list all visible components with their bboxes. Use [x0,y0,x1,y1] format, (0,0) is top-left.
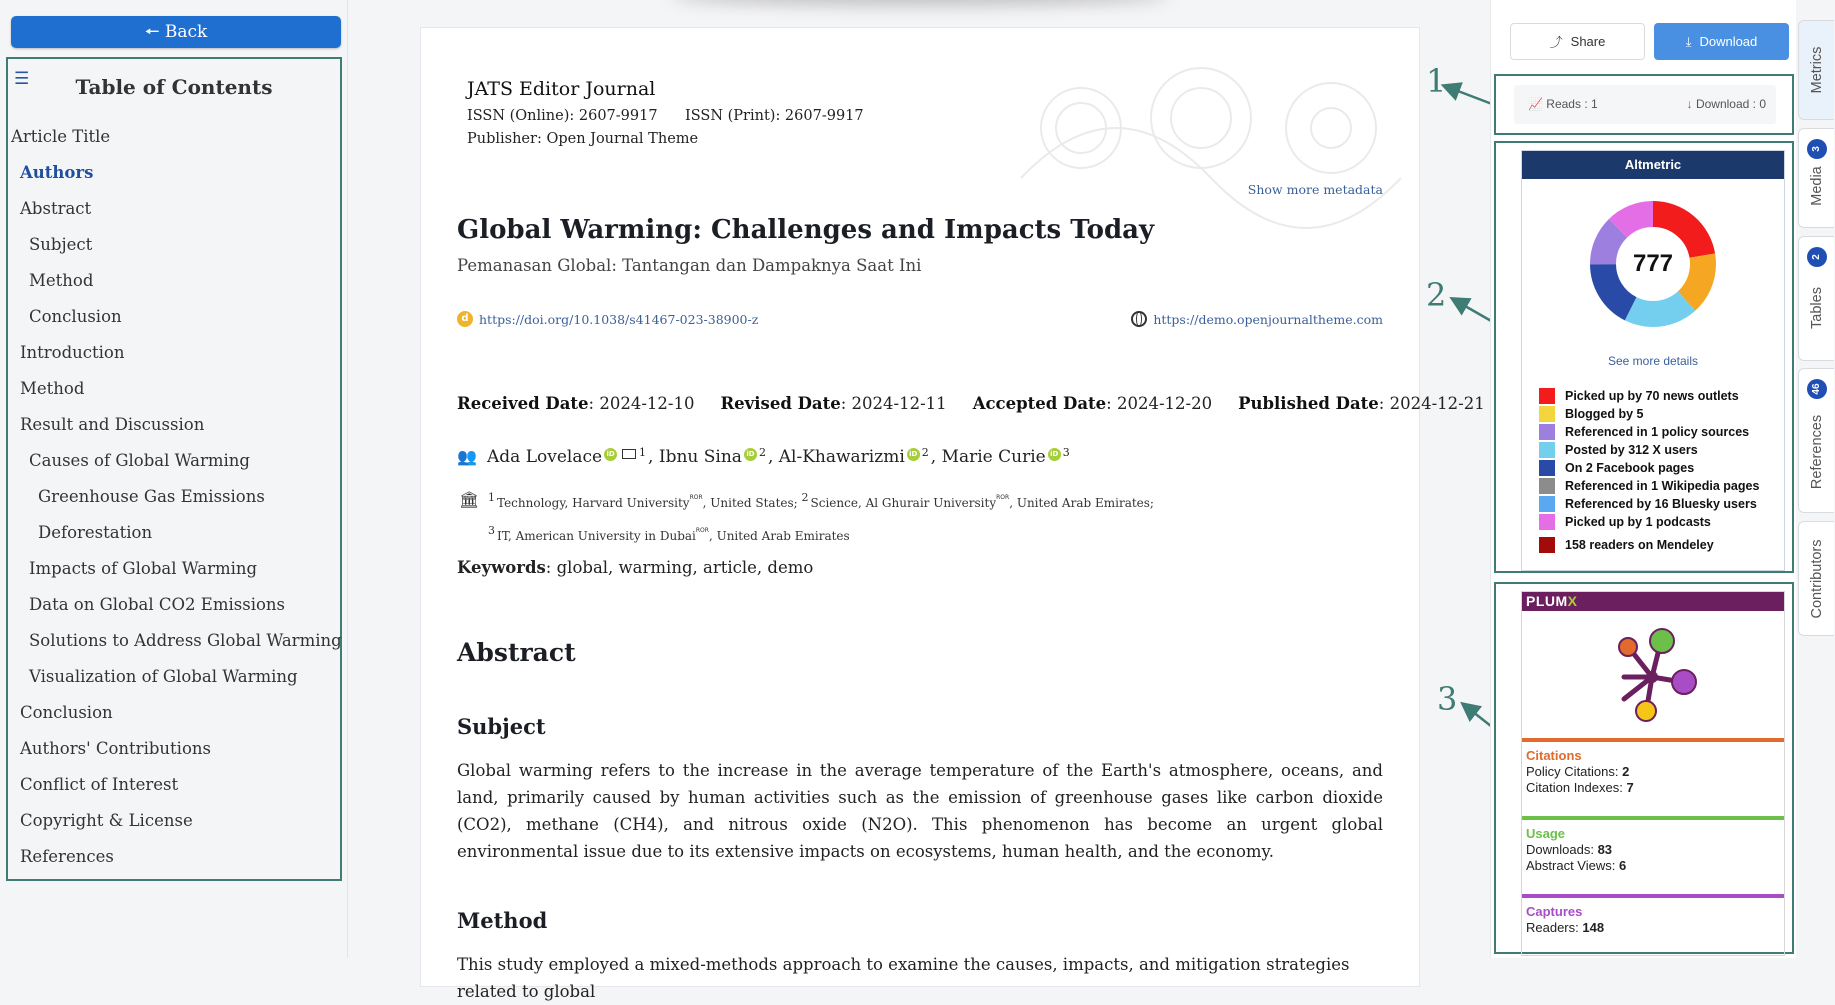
toc-item[interactable]: Greenhouse Gas Emissions [38,487,265,506]
reads-downloads-bar [1514,85,1776,124]
toc-item[interactable]: Article Title [11,127,111,146]
back-button[interactable]: 🠔 Back [11,16,341,48]
tab-badge: 3 [1807,139,1827,159]
publisher: Publisher: Open Journal Theme [467,131,699,147]
altmetric-source: Blogged by 5 [1539,405,1759,423]
altmetric-source: Referenced in 1 policy sources [1539,423,1759,441]
source-swatch [1539,496,1555,512]
highlight-box-3 [1494,582,1794,954]
toc-item[interactable]: Result and Discussion [20,415,205,434]
site-row [1131,311,1383,327]
source-swatch [1539,442,1555,458]
affiliation-text: Science, Al Ghurair University [810,496,997,510]
affiliations [457,484,1154,550]
author-name[interactable]: Marie Curie [941,447,1046,467]
tab-metrics[interactable] [1798,20,1834,120]
toc-item[interactable]: Abstract [20,199,92,218]
download-icon: ⤓ [1685,33,1692,49]
author-affiliation-number: 3 [1062,446,1070,459]
altmetric-source: Referenced by 16 Bluesky users [1539,495,1759,513]
altmetric-source: Picked up by 70 news outlets [1539,387,1759,405]
article-panel [420,27,1485,1001]
show-more-metadata-link[interactable]: Show more metadata [1247,182,1383,197]
affiliation-text: IT, American University in Dubai [497,529,696,543]
toc-item[interactable]: References [20,847,114,866]
source-swatch [1539,478,1555,494]
author-list [457,446,1072,467]
tab-badge: 46 [1807,379,1827,399]
toc-item[interactable]: Subject [29,235,93,254]
source-swatch [1539,406,1555,422]
ror-icon[interactable]: ROR [695,527,709,534]
toc-item[interactable]: Deforestation [38,523,153,542]
toc-item[interactable]: Impacts of Global Warming [29,559,258,578]
reads-count: 📈 Reads : 1 [1528,97,1598,111]
metrics-panel [1490,0,1796,958]
altmetric-source: On 2 Facebook pages [1539,459,1759,477]
author-name[interactable]: Al-Khawarizmi [778,447,905,467]
toc-item[interactable]: Data on Global CO2 Emissions [29,595,285,614]
published-date: Published Date: 2024-12-21 [1238,394,1485,413]
received-date: Received Date: 2024-12-10 [457,394,695,413]
menu-icon[interactable]: ☰ [14,69,30,89]
source-swatch [1539,388,1555,404]
toc-item[interactable]: Authors' Contributions [20,739,211,758]
highlight-box-2 [1494,141,1794,573]
affiliation-line: 3 IT, American University in Dubai$^{ROR}$, United Arab Emirates [488,524,850,543]
issn-print: ISSN (Print): 2607-9917 [685,108,864,124]
altmetric-source: Posted by 312 X users [1539,441,1759,459]
author-affiliation-number: 1 [639,446,647,459]
annotation-2: 2 [1426,276,1447,314]
share-icon: ⤴ [1549,35,1563,50]
affiliation-country: United Arab Emirates [716,529,850,543]
people-icon: 👥 [457,447,477,466]
author-names: Ada Lovelace iD $^1$ , Ibnu Sina iD $^2$ , Al-Khawarizmi iD $^2$ , Marie Curie iD $^3$ [487,446,1070,467]
left-sidebar [0,0,348,958]
author-affiliation-number: 2 [921,446,929,459]
toc-item[interactable]: Conclusion [20,703,113,722]
altmetric-sources [1539,387,1759,531]
plumx-citations: Citations Policy Citations: 2 Citation Indexes: 7 [1522,738,1784,796]
method-paragraph: This study employed a mixed-methods approach to examine the causes, impacts, and mitigation strategies related to global [457,955,1350,1001]
site-link[interactable]: https://demo.openjournaltheme.com [1153,311,1383,327]
altmetric-header: Altmetric [1522,151,1784,179]
share-button[interactable]: ⤴ Share [1510,23,1645,60]
source-swatch [1539,460,1555,476]
orcid-icon[interactable]: iD [907,448,920,461]
download-count: ↓ Download : 0 [1686,97,1766,111]
journal-name: JATS Editor Journal [467,78,656,100]
affiliation-text: Technology, Harvard University [497,496,690,510]
tab-contributors[interactable] [1798,521,1834,636]
mendeley-readers: 158 readers on Mendeley [1539,537,1714,553]
abstract-heading: Abstract [457,638,576,667]
accepted-date: Accepted Date: 2024-12-20 [972,394,1213,413]
altmetric-widget[interactable] [1521,150,1785,571]
mail-icon[interactable] [622,449,636,459]
tab-label: References [1808,414,1825,490]
source-swatch [1539,424,1555,440]
article-title: Global Warming: Challenges and Impacts Today [457,215,1155,245]
subject-heading: Subject [457,714,546,739]
annotation-1: 1 [1426,62,1447,100]
source-swatch [1539,514,1555,530]
tab-label: Media [1808,166,1825,206]
affiliation-line: 1 Technology, Harvard University$^{ROR}$, United States; 2 Science, Al Ghurair University$^{ROR}$, United Arab Emirates; [488,491,1154,510]
doi-icon: d [457,311,473,327]
author-name[interactable]: Ibnu Sina [658,447,742,467]
altmetric-score: 777 [1632,250,1674,277]
altmetric-source: Picked up by 1 podcasts [1539,513,1759,531]
globe-icon [1131,311,1147,327]
institution-icon: 🏛 [459,490,480,509]
plumx-captures: Captures Readers: 148 [1522,894,1784,936]
ror-icon[interactable]: ROR [996,494,1010,501]
chart-icon: 📈 [1528,97,1543,111]
affiliation-country: United Arab Emirates; [1016,496,1154,510]
toc-item[interactable]: Causes of Global Warming [29,451,250,470]
method-heading: Method [457,908,548,933]
mendeley-swatch [1539,537,1555,553]
orcid-icon[interactable]: iD [744,448,757,461]
table-of-contents [6,57,342,881]
ornament-watermark [1021,58,1401,188]
tab-references[interactable] [1798,368,1834,513]
arrow-down-icon: ↓ [1686,97,1693,111]
affiliation-country: United States; [710,496,798,510]
toc-title: Table of Contents [75,75,273,99]
toc-item[interactable]: Introduction [20,343,125,362]
keywords: Keywords: global, warming, article, demo [457,558,814,577]
see-more-details-link[interactable]: See more details [1607,354,1699,368]
toc-item[interactable]: Visualization of Global Warming [29,667,298,686]
tab-label: Metrics [1808,46,1825,94]
ror-icon[interactable]: ROR [689,494,703,501]
doi-link[interactable]: https://doi.org/10.1038/s41467-023-38900-z [479,311,759,327]
altmetric-source: Referenced in 1 Wikipedia pages [1539,477,1759,495]
plumx-usage: Usage Downloads: 83 Abstract Views: 6 [1522,816,1784,874]
toc-item[interactable]: Copyright & License [20,811,193,830]
toc-item[interactable]: Authors [20,163,94,182]
highlight-box-1 [1494,74,1794,135]
toc-item[interactable]: Method [20,379,85,398]
article-subtitle: Pemanasan Global: Tantangan dan Dampaknya Saat Ini [457,256,922,275]
tab-label: Tables [1808,287,1825,330]
toc-list [8,125,340,881]
toc-item[interactable]: Conclusion [29,307,122,326]
orcid-icon[interactable]: iD [1048,448,1061,461]
toc-item[interactable]: Conflict of Interest [20,775,179,794]
issn-online: ISSN (Online): 2607-9917 [467,108,658,124]
doi-row [457,311,758,327]
subject-paragraph: Global warming refers to the increase in the average temperature of the Earth's atmosphere, oceans, and land, primarily caused by human activities such as the emission of greenhouse gases like carbon dioxide (CO2), methane (CH4), and nitrous oxide (N2O). This phenomenon has become an urgent global environmental issue due to its extensive impacts on ecosystems, human health, and the economy. [457,761,1383,861]
revised-date: Revised Date: 2024-12-11 [720,394,947,413]
tab-tables[interactable] [1798,236,1834,361]
orcid-icon[interactable]: iD [604,448,617,461]
toc-item[interactable]: Method [29,271,94,290]
plumx-logo: PLUMX [1522,592,1784,611]
article-dates [457,394,1485,413]
plumx-print-icon [1612,627,1702,727]
tab-label: Contributors [1808,539,1825,618]
toc-item[interactable]: Solutions to Address Global Warming [29,631,342,650]
download-button[interactable]: ⤓ Download [1654,23,1789,60]
author-name[interactable]: Ada Lovelace [487,447,603,467]
author-affiliation-number: 2 [758,446,766,459]
annotation-3: 3 [1437,680,1458,718]
plumx-widget[interactable] [1521,591,1785,956]
tab-badge: 2 [1807,247,1827,267]
vertical-tabs [1796,0,1835,958]
tab-media[interactable] [1798,128,1834,228]
